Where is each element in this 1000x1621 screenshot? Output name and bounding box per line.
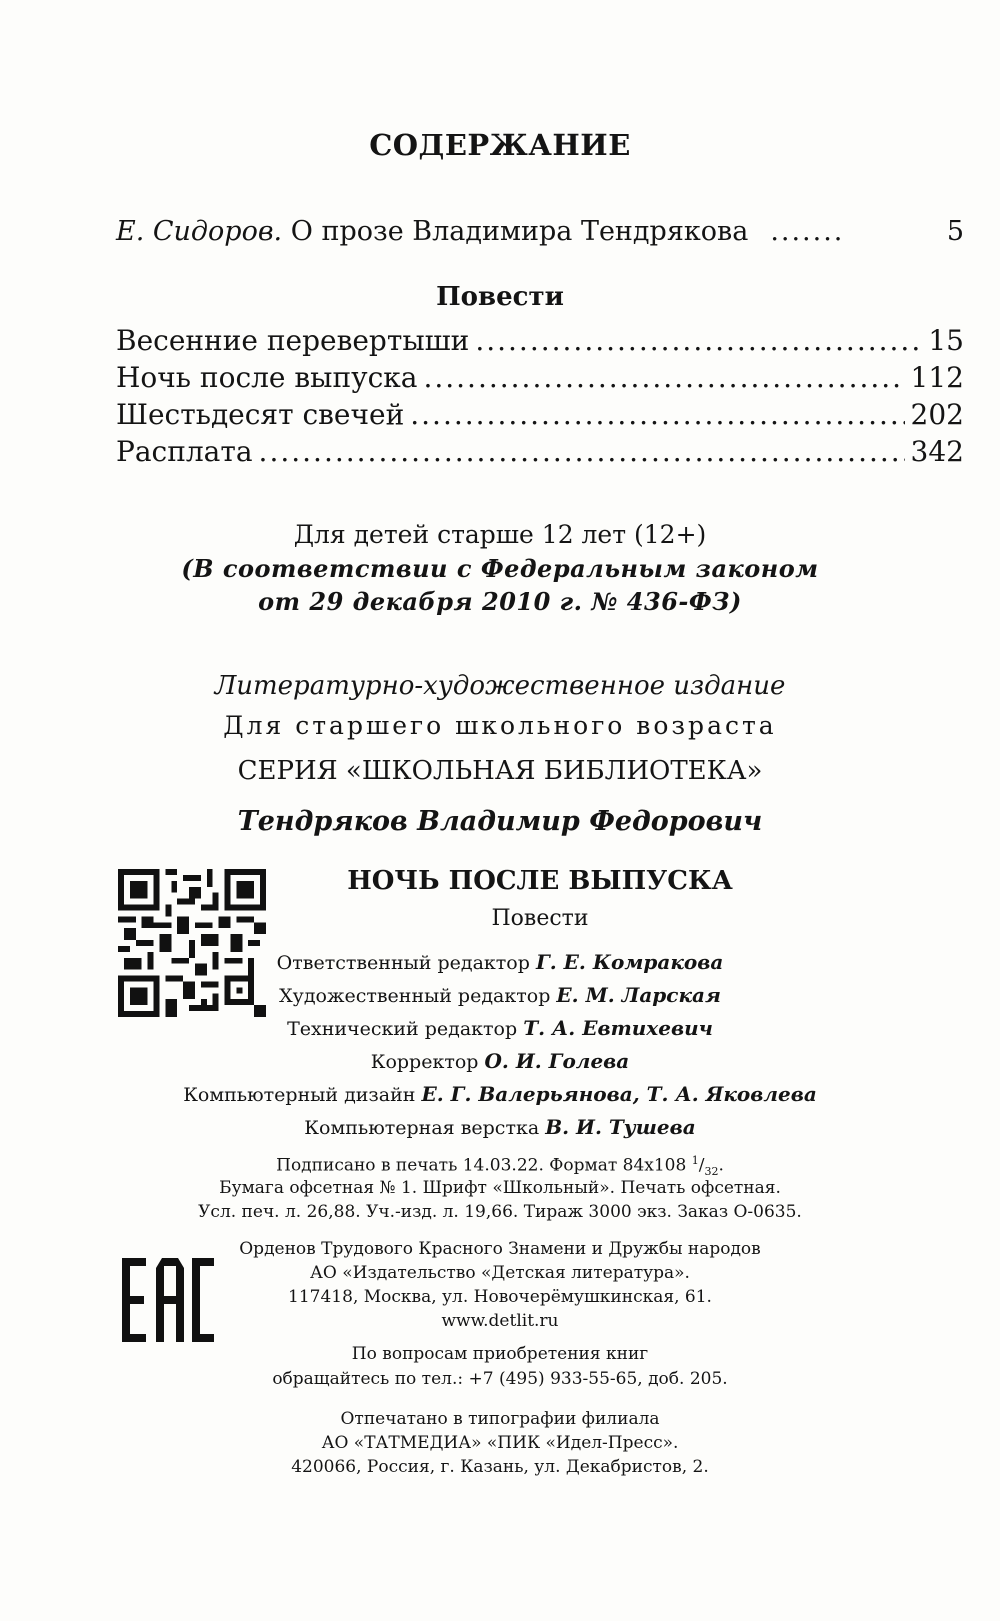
credit-name: О. И. Голева bbox=[484, 1049, 630, 1073]
credit-line bbox=[0, 1082, 1000, 1106]
printer-line2: АО «ТАТМЕДИА» «ПИК «Идел-Пресс». bbox=[321, 1433, 679, 1453]
credit-name: Е. Г. Валерьянова, Т. А. Яковлева bbox=[421, 1082, 817, 1106]
toc-page-number: 202 bbox=[910, 398, 964, 431]
intro-text: О прозе Владимира Тендрякова bbox=[290, 216, 749, 247]
book-type: Повести bbox=[491, 906, 589, 931]
print-data-line1: Подписано в печать 14.03.22. Формат 84x108 $^1/_{32}$. bbox=[276, 1154, 724, 1179]
toc-leader bbox=[770, 216, 840, 247]
toc-story-title: Ночь после выпуска bbox=[116, 361, 418, 394]
printer-line1: Отпечатано в типографии филиала bbox=[340, 1409, 660, 1429]
contents-title: СОДЕРЖАНИЕ bbox=[369, 128, 631, 162]
toc-story-list bbox=[116, 322, 964, 470]
format-fraction-num: 1 bbox=[691, 1154, 699, 1167]
book-title: НОЧЬ ПОСЛЕ ВЫПУСКА bbox=[347, 866, 733, 896]
toc-row bbox=[116, 359, 964, 396]
age-rating: Для детей старше 12 лет (12+) bbox=[293, 520, 707, 549]
toc-intro-label bbox=[116, 216, 748, 247]
credit-name: В. И. Тушева bbox=[545, 1115, 696, 1139]
publisher-line2: АО «Издательство «Детская литература». bbox=[310, 1263, 690, 1283]
age-rating-law-line2: от 29 декабря 2010 г. № 436-ФЗ) bbox=[258, 587, 742, 616]
toc-page-number: 112 bbox=[910, 361, 964, 394]
toc-intro-row bbox=[116, 216, 964, 247]
toc-story-title: Шестьдесят свечей bbox=[116, 398, 405, 431]
purchase-line1: По вопросам приобретения книг bbox=[351, 1344, 649, 1364]
credit-name: Г. Е. Комракова bbox=[535, 950, 724, 974]
format-fraction-den: 32 bbox=[704, 1165, 719, 1179]
credit-line bbox=[0, 983, 1000, 1007]
series-name: СЕРИЯ «ШКОЛЬНАЯ БИБЛИОТЕКА» bbox=[237, 756, 763, 786]
toc-leader bbox=[475, 322, 922, 359]
audience: Для старшего школьного возраста bbox=[223, 711, 777, 740]
publisher-website: www.detlit.ru bbox=[441, 1311, 559, 1331]
print-date-format: Подписано в печать 14.03.22. Формат 84x108 bbox=[276, 1155, 687, 1176]
purchase-phone: обращайтесь по тел.: +7 (495) 933-55-65, доб. 205. bbox=[272, 1369, 728, 1389]
credit-line bbox=[0, 1049, 1000, 1073]
toc-leader bbox=[259, 433, 905, 470]
credit-line bbox=[0, 950, 1000, 974]
toc-row bbox=[116, 396, 964, 433]
toc-story-title: Весенние перевертыши bbox=[116, 324, 470, 357]
toc-leader bbox=[423, 359, 904, 396]
toc-page-number: 342 bbox=[910, 435, 964, 468]
toc-page-number: 5 bbox=[946, 216, 964, 247]
toc-page-number: 15 bbox=[928, 324, 964, 357]
credit-role: Ответственный редактор bbox=[276, 952, 530, 974]
credit-line bbox=[0, 1115, 1000, 1139]
print-data-line2: Бумага офсетная № 1. Шрифт «Школьный». Печать офсетная. bbox=[219, 1178, 781, 1198]
age-rating-law-line1: (В соответствии с Федеральным законом bbox=[181, 554, 819, 583]
publisher-address: 117418, Москва, ул. Новочерёмушкинская, 61. bbox=[288, 1287, 712, 1307]
intro-author: Е. Сидоров. bbox=[116, 216, 283, 247]
section-title: Повести bbox=[436, 282, 564, 312]
edition-type: Литературно-художественное издание bbox=[214, 671, 786, 701]
toc-leader bbox=[410, 396, 904, 433]
author-name: Тендряков Владимир Федорович bbox=[237, 806, 763, 837]
credit-role: Компьютерный дизайн bbox=[183, 1084, 416, 1106]
credit-name: Т. А. Евтихевич bbox=[523, 1016, 713, 1040]
publisher-line1: Орденов Трудового Красного Знамени и Дружбы народов bbox=[239, 1239, 761, 1259]
toc-row bbox=[116, 433, 964, 470]
toc-story-title: Расплата bbox=[116, 435, 253, 468]
credit-role: Технический редактор bbox=[287, 1018, 518, 1040]
credit-name: Е. М. Ларская bbox=[556, 983, 721, 1007]
print-data-line3: Усл. печ. л. 26,88. Уч.-изд. л. 19,66. Тираж 3000 экз. Заказ О-0635. bbox=[198, 1202, 802, 1222]
printer-address: 420066, Россия, г. Казань, ул. Декабристов, 2. bbox=[291, 1457, 709, 1477]
credit-role: Компьютерная верстка bbox=[304, 1117, 540, 1139]
credit-line bbox=[0, 1016, 1000, 1040]
toc-row bbox=[116, 322, 964, 359]
credit-role: Художественный редактор bbox=[279, 985, 551, 1007]
credit-role: Корректор bbox=[370, 1051, 479, 1073]
